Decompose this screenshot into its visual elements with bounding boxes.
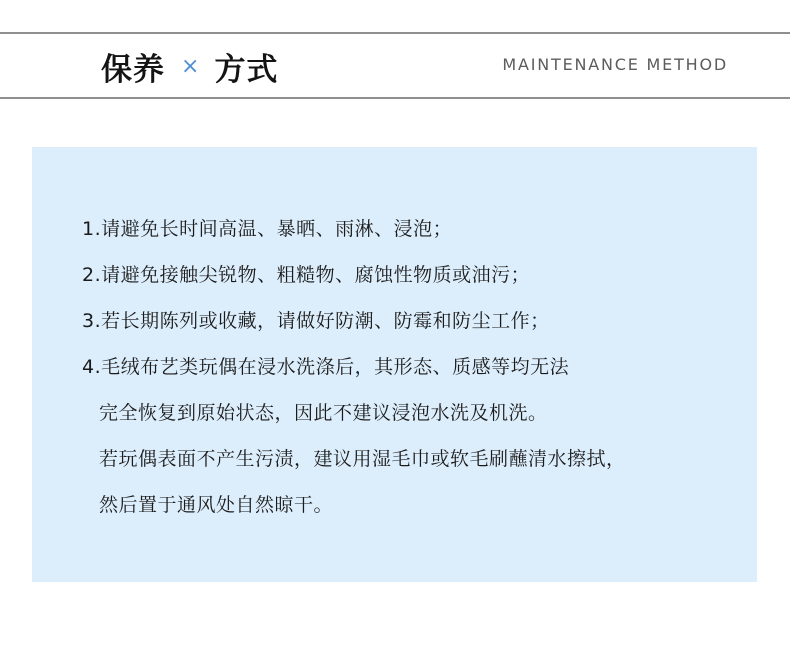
- title-part-1: 保养: [101, 51, 165, 88]
- title-separator: ×: [181, 53, 201, 79]
- top-divider: [0, 32, 790, 34]
- instruction-line-2: 2.请避免接触尖锐物、粗糙物、腐蚀性物质或油污；: [82, 264, 531, 286]
- instruction-line-4: 4.毛绒布艺类玩偶在浸水洗涤后，其形态、质感等均无法: [82, 356, 570, 378]
- instruction-line-1: 1.请避免长时间高温、暴晒、雨淋、浸泡；: [82, 218, 453, 240]
- instruction-line-4-cont-1: 完全恢复到原始状态，因此不建议浸泡水洗及机洗。: [99, 402, 548, 424]
- instruction-line-3: 3.若长期陈列或收藏，请做好防潮、防霉和防尘工作；: [82, 310, 550, 332]
- bottom-divider: [0, 97, 790, 99]
- instruction-line-4-cont-3: 然后置于通风处自然晾干。: [99, 494, 334, 516]
- section-subtitle: MAINTENANCE METHOD: [502, 55, 728, 74]
- section-title: [101, 46, 278, 86]
- title-part-2: 方式: [214, 51, 279, 88]
- instruction-line-4-cont-2: 若玩偶表面不产生污渍，建议用湿毛巾或软毛刷蘸清水擦拭，: [99, 448, 626, 470]
